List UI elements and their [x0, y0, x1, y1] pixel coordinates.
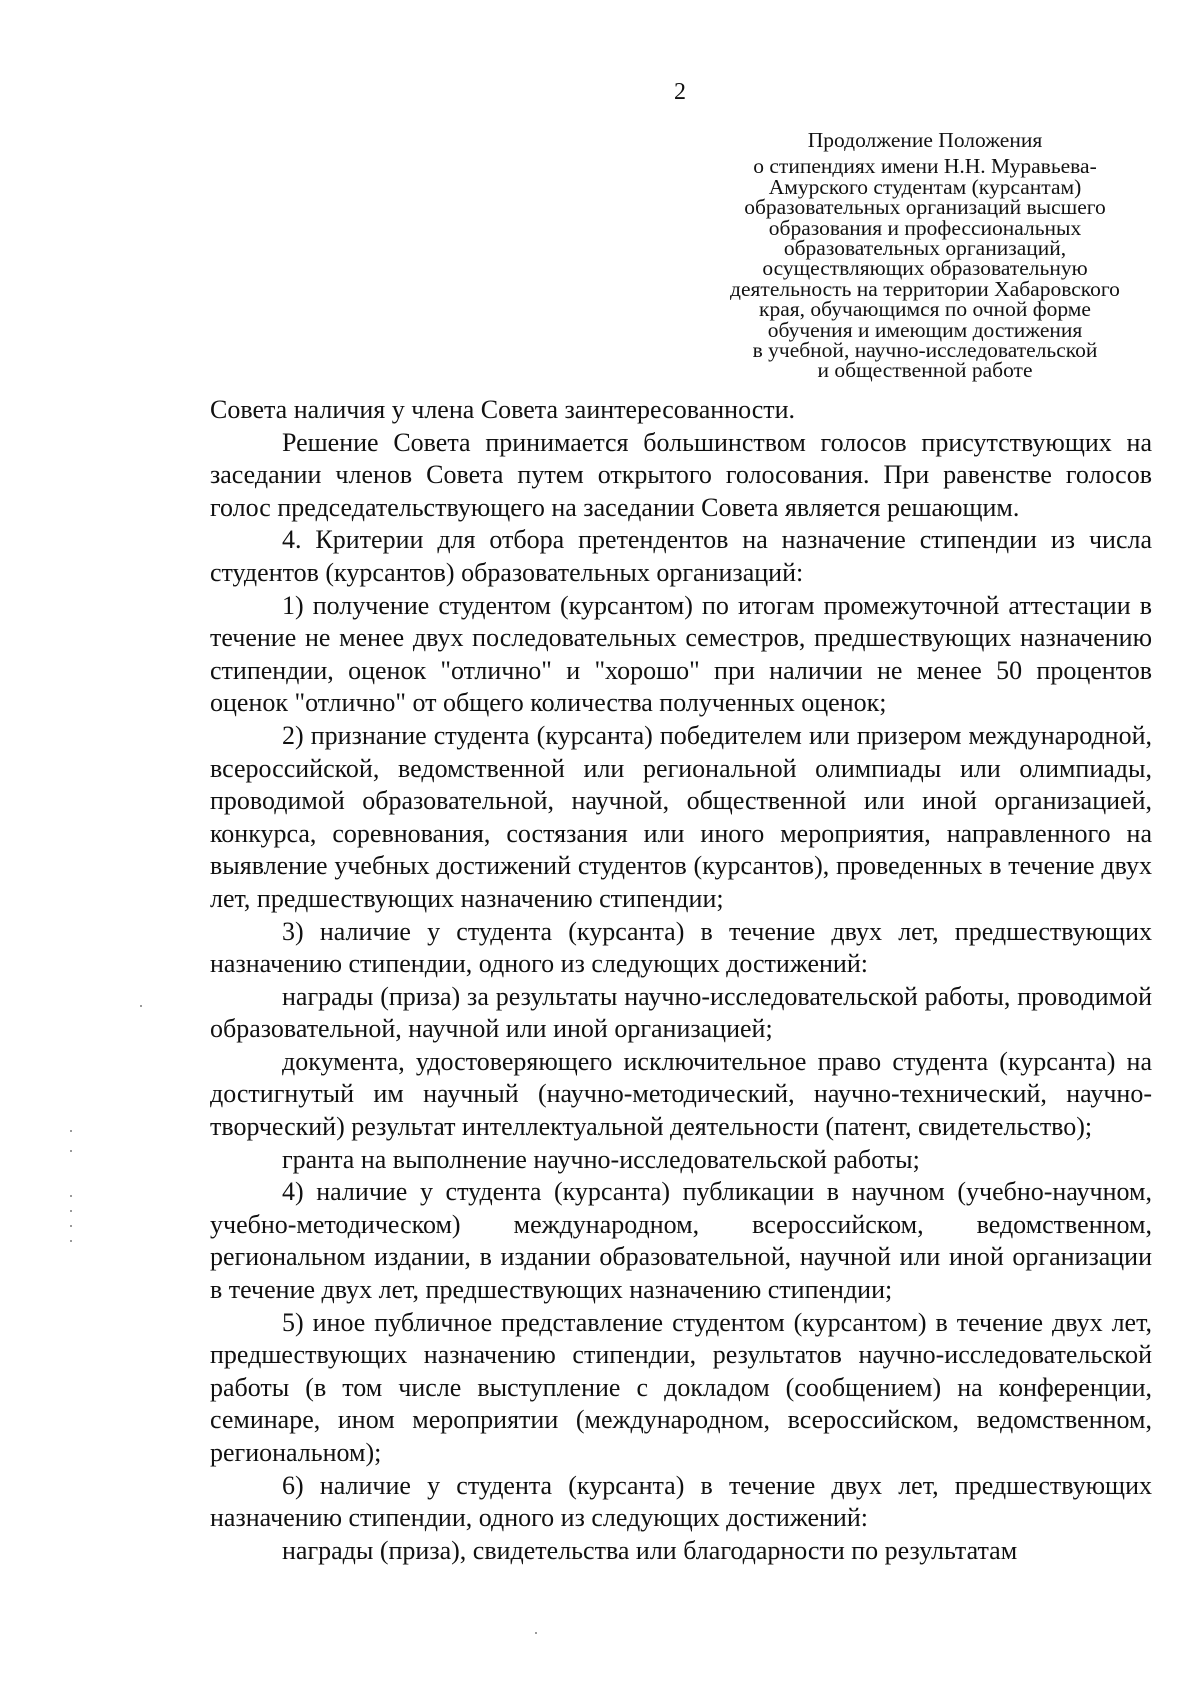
header-line: о стипендиях имени Н.Н. Муравьева- — [753, 154, 1097, 179]
body-text — [210, 394, 1152, 1567]
scan-speck — [70, 1195, 72, 1197]
page-number: 2 — [674, 79, 686, 105]
scan-speck — [140, 1005, 142, 1007]
header-line: деятельность на территории Хабаровского — [730, 276, 1120, 301]
header-line: Амурского студентам (курсантам) — [768, 174, 1082, 199]
body-paragraph: гранта на выполнение научно-исследовательской работы; — [282, 1144, 920, 1174]
header-line: в учебной, научно-исследовательской — [752, 338, 1098, 363]
body-paragraph: Совета наличия у члена Совета заинтересованности. — [210, 395, 796, 424]
header-line: образования и профессиональных — [768, 215, 1082, 240]
header-line: края, обучающимся по очной форме — [759, 297, 1091, 322]
scan-speck — [70, 1240, 72, 1242]
header-line: осуществляющих образовательную — [762, 256, 1088, 281]
header-line: обучения и имеющим достижения — [767, 317, 1083, 342]
body-paragraph: 5) иное публичное представление студентом (курсантом) в течение двух лет, предшествующих назначению стипендии, результатов научно-исследовательской работы (в том числе выступление с докладом (сообщением) на конференции, семинаре, ином мероприятии (международном, всероссийском, ведомственном, региональном); — [210, 1307, 1152, 1467]
body-paragraph: 4. Критерии для отбора претендентов на назначение стипендии из числа студентов (курсантов) образовательных организаций: — [210, 525, 1152, 587]
header-line: образовательных организаций высшего — [744, 195, 1106, 220]
body-paragraph: 4) наличие у студента (курсанта) публикации в научном (учебно-научном, учебно-методическом) международном, всероссийском, ведомственном, региональном издании, в издании образовательной, научной или иной организации в течение двух лет, предшествующих назначению стипендии; — [210, 1177, 1152, 1305]
header-line: образовательных организаций, — [783, 236, 1067, 261]
scan-speck — [70, 1130, 72, 1132]
scan-speck — [70, 1150, 72, 1152]
body-paragraph: Решение Совета принимается большинством голосов присутствующих на заседании членов Совета путем открытого голосования. При равенстве голосов голос председательствующего на заседании Совета является решающим. — [210, 427, 1152, 522]
scan-speck — [535, 1632, 537, 1634]
header-block — [690, 130, 1160, 381]
body-paragraph: 2) признание студента (курсанта) победителем или призером международной, всероссийской, ведомственной или региональной олимпиады или олимпиады, проводимой образовательной, научной, общественной или иной организацией, конкурса, соревнования, состязания или иного мероприятия, направленного на выявление учебных достижений студентов (курсантов), проведенных в течение двух лет, предшествующих назначению стипендии; — [210, 720, 1152, 913]
header-line: и общественной работе — [817, 358, 1033, 383]
scan-speck — [70, 1225, 72, 1227]
body-paragraph: награды (приза) за результаты научно-исследовательской работы, проводимой образовательной, научной или иной организацией; — [210, 981, 1152, 1044]
scan-speck — [70, 1210, 72, 1212]
body-paragraph: 6) наличие у студента (курсанта) в течение двух лет, предшествующих назначению стипендии, одного из следующих достижений: — [210, 1470, 1152, 1533]
body-paragraph: документа, удостоверяющего исключительное право студента (курсанта) на достигнутый им научный (научно-методический, научно-технический, научно-творческий) результат интеллектуальной деятельности (патент, свидетельство); — [210, 1046, 1152, 1142]
body-paragraph: 1) получение студентом (курсантом) по итогам промежуточной аттестации в течение не менее двух последовательных семестров, предшествующих назначению стипендии, оценок "отлично" и "хорошо" при наличии не менее 50 процентов оценок "отлично" от общего количества полученных оценок; — [210, 590, 1152, 718]
body-paragraph: награды (приза), свидетельства или благодарности по результатам — [282, 1535, 1018, 1565]
body-paragraph: 3) наличие у студента (курсанта) в течение двух лет, предшествующих назначению стипендии, одного из следующих достижений: — [210, 916, 1152, 979]
header-line: Продолжение Положения — [807, 128, 1043, 152]
